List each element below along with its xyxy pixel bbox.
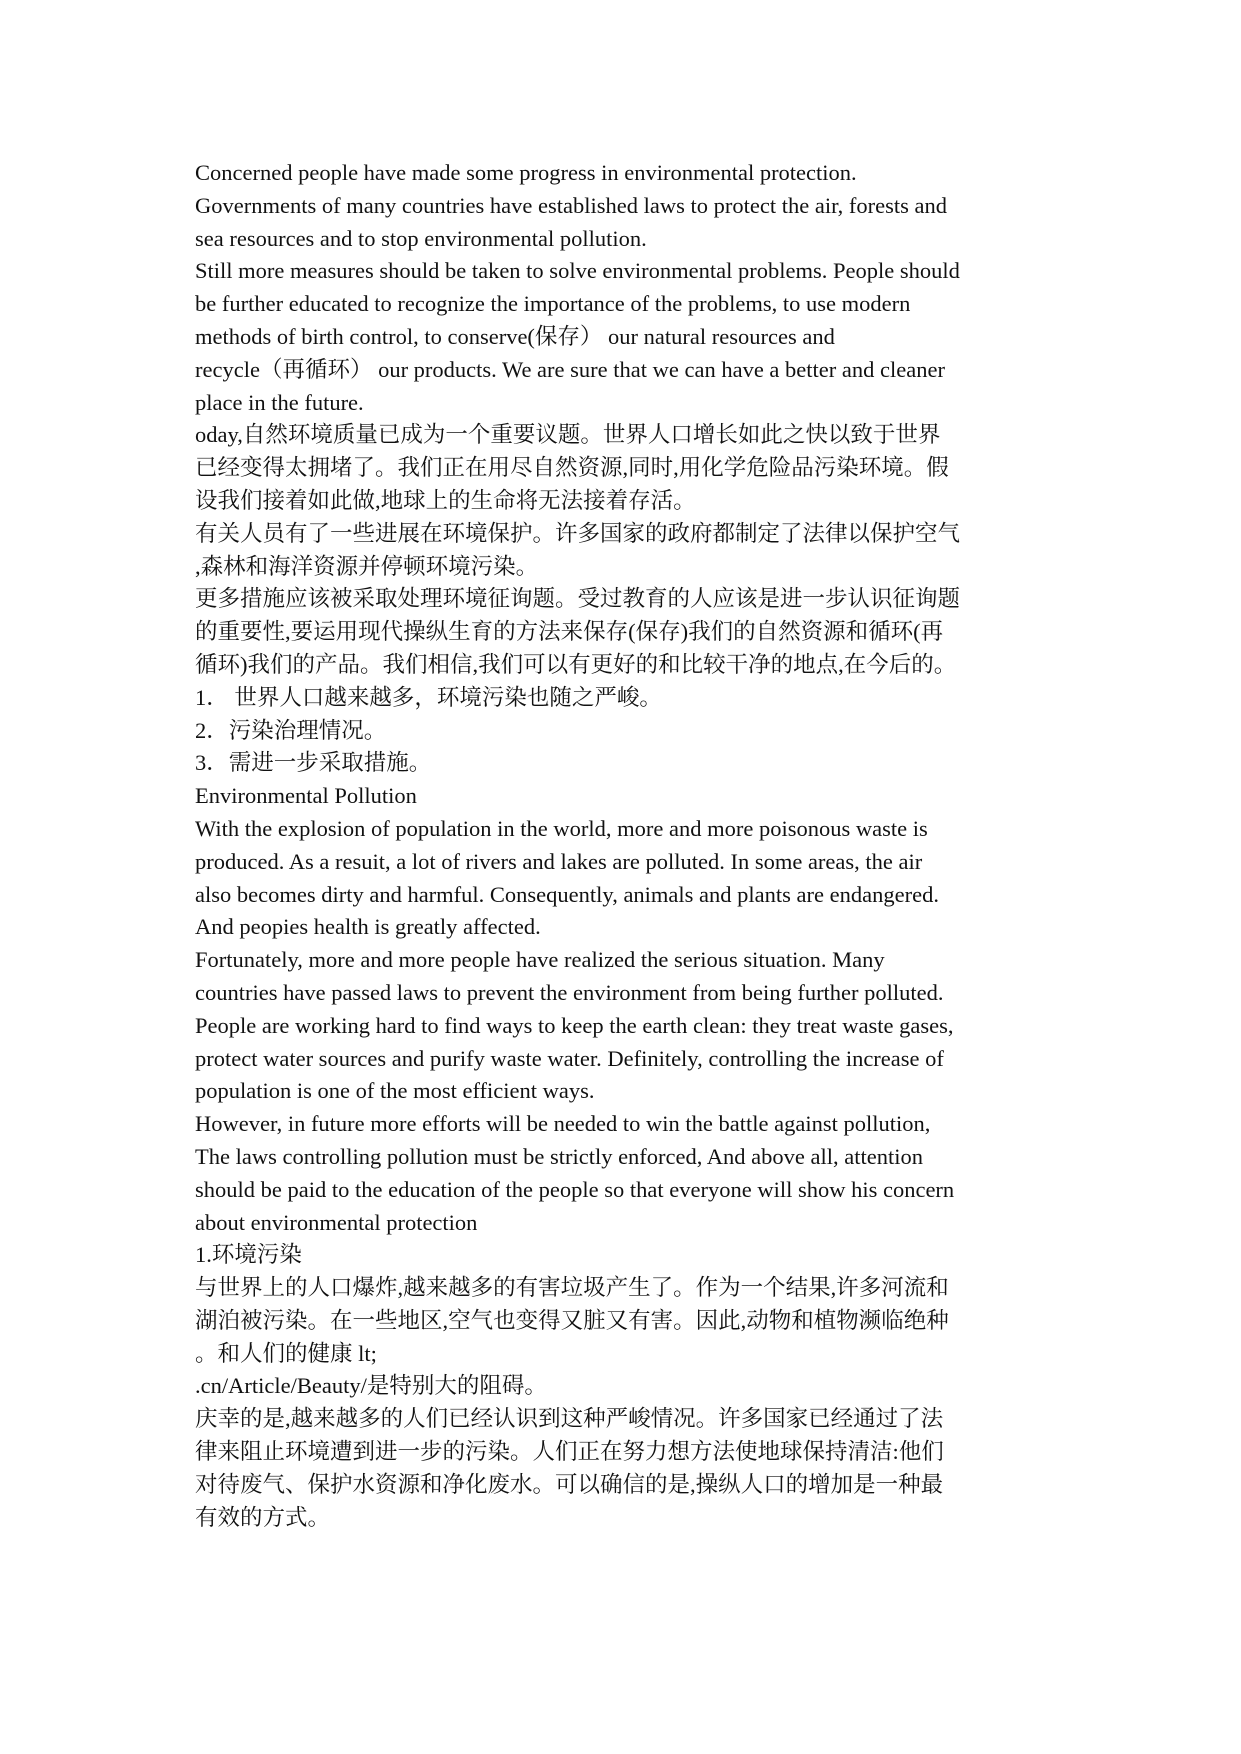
text-line: population is one of the most efficient ways. (195, 1078, 595, 1104)
text-line: place in the future. (195, 389, 364, 415)
text-line: Concerned people have made some progress in environmental protection. (195, 160, 857, 185)
text-line: Governments of many countries have established laws to protect the air, forests and (195, 192, 948, 218)
text-line: 对待废气、保护水资源和净化废水。可以确信的是,操纵人口的增加是一种最 (195, 1471, 944, 1497)
text-line: Fortunately, more and more people have realized the serious situation. Many (195, 947, 885, 973)
text-line: 与世界上的人口爆炸,越来越多的有害垃圾产生了。作为一个结果,许多河流和 (195, 1275, 949, 1301)
text-line: 律来阻止环境遭到进一步的污染。人们正在努力想方法使地球保持清洁:他们 (195, 1439, 944, 1465)
text-line: be further educated to recognize the importance of the problems, to use modern (195, 291, 911, 317)
text-line: The laws controlling pollution must be strictly enforced, And above all, attention (195, 1143, 923, 1169)
text-line: .cn/Article/Beauty/是特别大的阻碍。 (195, 1373, 547, 1399)
text-line: 。和人们的健康 lt; (195, 1340, 377, 1366)
text-line: 的重要性,要运用现代操纵生育的方法来保存(保存)我们的自然资源和循环(再 (195, 619, 944, 645)
list-item: 3．需进一步采取措施。 (195, 750, 432, 776)
text-line: 更多措施应该被采取处理环境征询题。受过教育的人应该是进一步认识征询题 (195, 586, 961, 612)
text-line: With the explosion of population in the world, more and more poisonous waste is (195, 815, 928, 841)
text-line: recycle（再循环） our products. We are sure that we can have a better and cleaner (195, 356, 945, 382)
text-line: 有效的方式。 (195, 1504, 331, 1530)
text-line: should be paid to the education of the people so that everyone will show his concern (195, 1176, 955, 1202)
text-line: protect water sources and purify waste water. Definitely, controlling the increase of (195, 1045, 944, 1071)
section-title: 1.环境污染 (195, 1242, 302, 1268)
text-line: 庆幸的是,越来越多的人们已经认识到这种严峻情况。许多国家已经通过了法 (195, 1406, 944, 1432)
text-line: 有关人员有了一些进展在环境保护。许多国家的政府都制定了法律以保护空气 (195, 520, 961, 546)
text-line: 已经变得太拥堵了。我们正在用尽自然资源,同时,用化学危险品污染环境。假 (195, 455, 949, 481)
text-line: produced. As a resuit, a lot of rivers and lakes are polluted. In some areas, the air (195, 848, 923, 874)
text-line: sea resources and to stop environmental pollution. (195, 225, 647, 251)
text-line: However, in future more efforts will be needed to win the battle against pollution, (195, 1111, 931, 1137)
text-line: 循环)我们的产品。我们相信,我们可以有更好的和比较干净的地点,在今后的。 (195, 651, 957, 677)
document-body (195, 157, 1055, 1534)
text-line: about environmental protection (195, 1209, 478, 1235)
text-line: ,森林和海洋资源并停顿环境污染。 (195, 553, 539, 579)
text-line: People are working hard to find ways to keep the earth clean: they treat waste gases, (195, 1012, 954, 1038)
text-line: methods of birth control, to conserve(保存） our natural resources and (195, 323, 835, 349)
text-line: oday,自然环境质量已成为一个重要议题。世界人口增长如此之快以致于世界 (195, 422, 941, 448)
text-line: countries have passed laws to prevent the environment from being further polluted. (195, 979, 944, 1005)
text-line: 湖泊被污染。在一些地区,空气也变得又脏又有害。因此,动物和植物濒临绝种 (195, 1307, 949, 1333)
text-line: also becomes dirty and harmful. Consequently, animals and plants are endangered. (195, 881, 939, 907)
list-item: 1． 世界人口越来越多，环境污染也随之严峻。 (195, 684, 662, 710)
text-line: Still more measures should be taken to solve environmental problems. People should (195, 258, 960, 284)
section-title: Environmental Pollution (195, 783, 417, 809)
text-line: And peopies health is greatly affected. (195, 914, 541, 940)
list-item: 2．污染治理情况。 (195, 717, 387, 743)
text-line: 设我们接着如此做,地球上的生命将无法接着存活。 (195, 487, 696, 513)
